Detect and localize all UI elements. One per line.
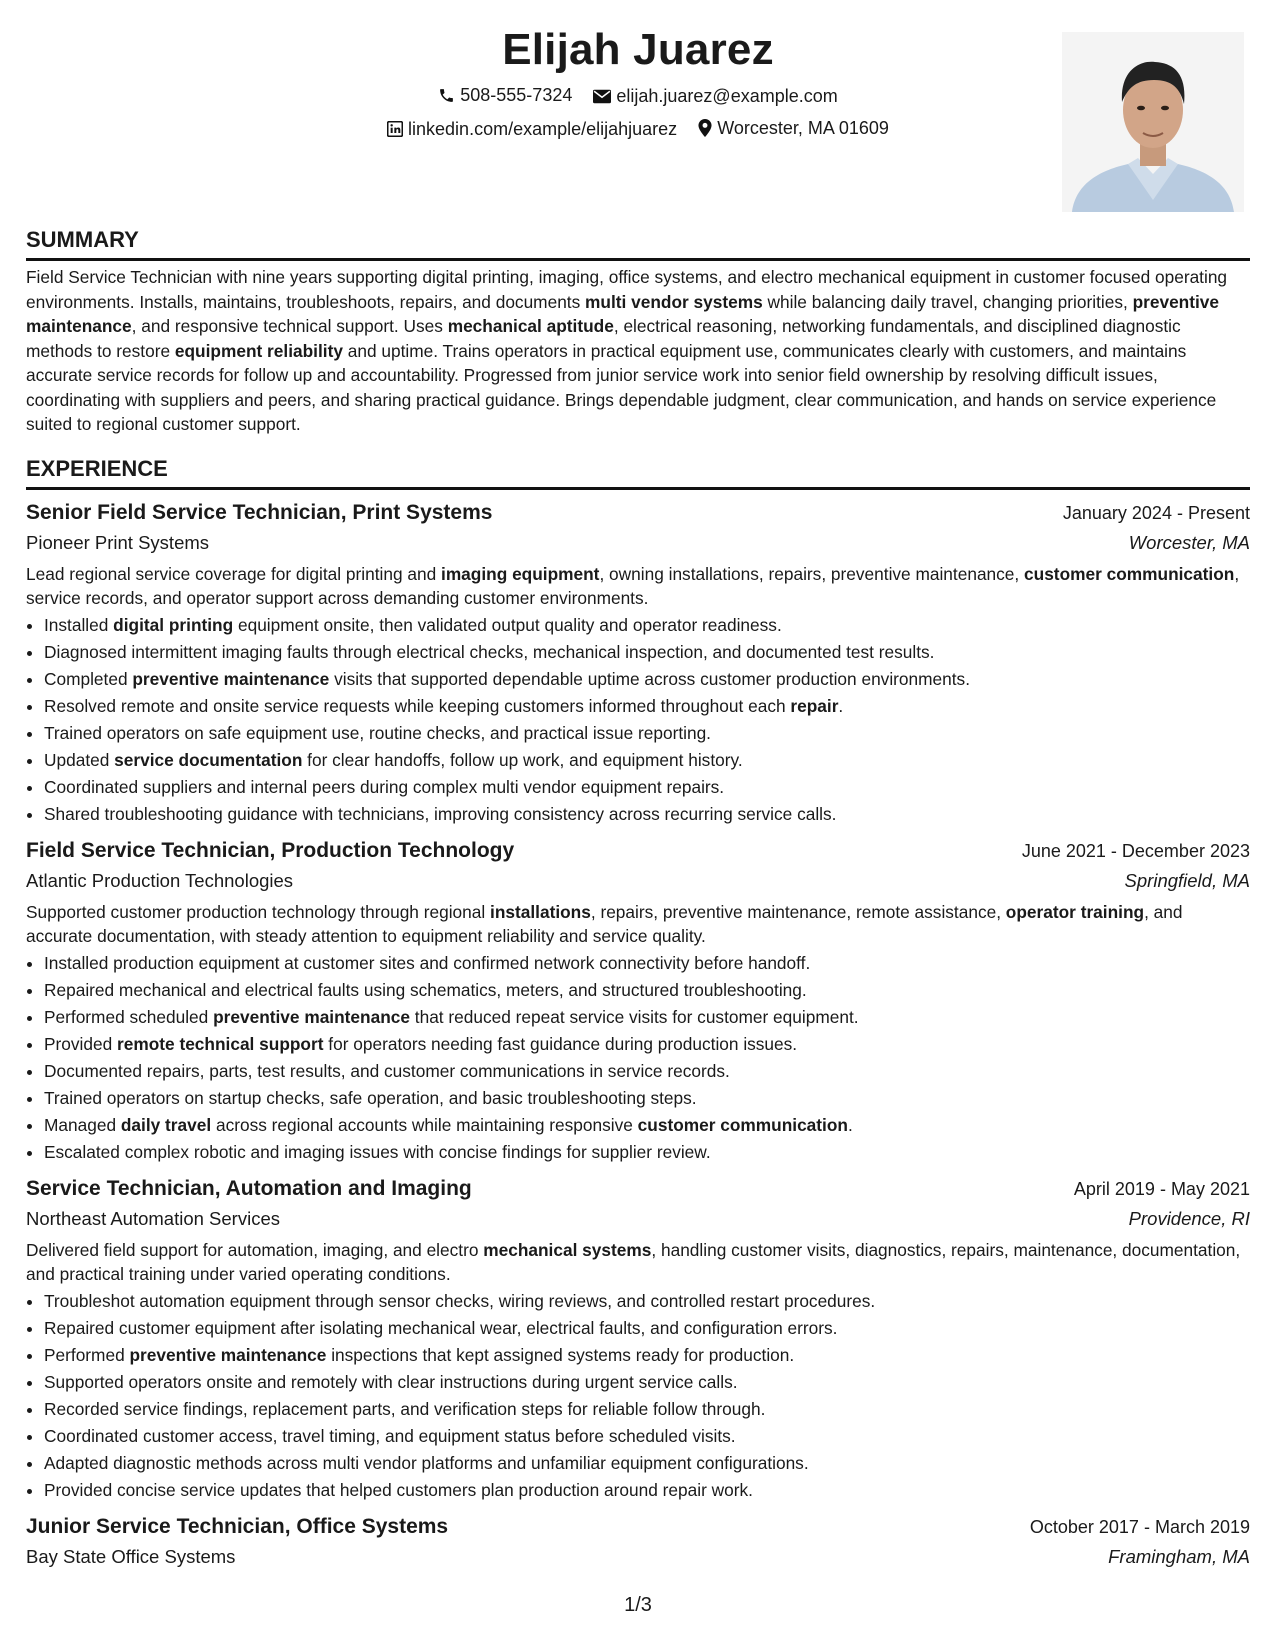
- job-bullet: [44, 774, 1250, 801]
- text-segment: Trained operators on safe equipment use, routine checks, and practical issue reporting.: [44, 723, 711, 743]
- bold-keyword: mechanical aptitude: [447, 316, 614, 336]
- job-description: [26, 562, 1250, 610]
- summary-section: [26, 226, 1250, 437]
- job-bullet: [44, 1004, 1250, 1031]
- text-segment: Installed production equipment at customer sites and confirmed network connectivity before handoff.: [44, 953, 811, 973]
- text-segment: .: [838, 696, 844, 716]
- job-title: Junior Service Technician, Office Systems: [26, 1515, 449, 1538]
- job-header-row: [26, 1174, 1250, 1204]
- job-description: [26, 900, 1250, 948]
- text-segment: .: [847, 1115, 853, 1135]
- text-segment: Supported customer production technology through regional: [26, 902, 491, 922]
- job-bullet: [44, 1423, 1250, 1450]
- job-description: [26, 1238, 1250, 1286]
- bold-keyword: preventive maintenance: [129, 1345, 327, 1365]
- text-segment: , and accurate documentation, with steady attention to equipment reliability and service quality.: [26, 902, 1183, 946]
- job-bullet-list: [26, 1288, 1250, 1504]
- text-segment: Updated: [44, 750, 115, 770]
- text-segment: Recorded service findings, replacement parts, and verification steps for reliable follow through.: [44, 1399, 766, 1419]
- job-bullet-list: [26, 950, 1250, 1166]
- job-bullet: [44, 720, 1250, 747]
- profile-photo: [1062, 32, 1244, 212]
- text-segment: Resolved remote and onsite service requests while keeping customers informed throughout each: [44, 696, 791, 716]
- job-list: [26, 498, 1250, 1572]
- job-header-row: [26, 1512, 1250, 1542]
- text-segment: Supported operators onsite and remotely with clear instructions during urgent service calls.: [44, 1372, 738, 1392]
- job-dates: June 2021 - December 2023: [1021, 841, 1250, 861]
- text-segment: Completed: [44, 669, 133, 689]
- job-dates: January 2024 - Present: [1062, 503, 1250, 523]
- job-bullet: [44, 1058, 1250, 1085]
- bold-keyword: remote technical support: [117, 1034, 324, 1054]
- text-segment: inspections that kept assigned systems ready for production.: [326, 1345, 795, 1365]
- job-entry: [26, 836, 1250, 1166]
- location-text: Worcester, MA 01609: [717, 117, 889, 138]
- text-segment: Trained operators on startup checks, safe operation, and basic troubleshooting steps.: [44, 1088, 697, 1108]
- job-bullet: [44, 1396, 1250, 1423]
- job-bullet: [44, 666, 1250, 693]
- job-bullet: [44, 977, 1250, 1004]
- bold-keyword: mechanical systems: [483, 1240, 652, 1260]
- text-segment: , service records, and operator support across demanding customer environments.: [26, 564, 1240, 608]
- text-segment: equipment onsite, then validated output quality and operator readiness.: [233, 615, 782, 635]
- text-segment: Coordinated suppliers and internal peers during complex multi vendor equipment repairs.: [44, 777, 725, 797]
- job-header-row: [26, 498, 1250, 528]
- resume-page: [26, 0, 1250, 1650]
- bold-keyword: customer communication: [637, 1115, 848, 1135]
- candidate-name: Elijah Juarez: [502, 25, 774, 74]
- job-location: Framingham, MA: [1108, 1546, 1250, 1567]
- job-bullet: [44, 1369, 1250, 1396]
- text-segment: Escalated complex robotic and imaging issues with concise findings for supplier review.: [44, 1142, 711, 1162]
- email-text[interactable]: elijah.juarez@example.com: [616, 86, 838, 106]
- job-bullet: [44, 1342, 1250, 1369]
- text-segment: Installed: [44, 615, 114, 635]
- bold-keyword: preventive maintenance: [26, 291, 1220, 336]
- text-segment: , owning installations, repairs, preventive maintenance,: [599, 564, 1025, 584]
- text-segment: Documented repairs, parts, test results, and customer communications in service records.: [44, 1061, 730, 1081]
- text-segment: Performed scheduled: [44, 1007, 214, 1027]
- job-title: Field Service Technician, Production Technology: [26, 839, 515, 862]
- job-bullet-list: [26, 612, 1250, 828]
- text-segment: Coordinated customer access, travel timing, and equipment status before scheduled visits.: [44, 1426, 736, 1446]
- experience-title: EXPERIENCE: [26, 455, 1250, 490]
- text-segment: Performed: [44, 1345, 130, 1365]
- job-company-row: [26, 866, 1250, 896]
- location-contact: [698, 115, 889, 141]
- job-company-row: [26, 1542, 1250, 1572]
- text-segment: and uptime. Trains operators in practical equipment use, communicates clearly with customers, and maintains accurate service records for follow up and accountability. Progressed from junior service work into senior field ownership by resolving difficult issues, coordinating with suppliers and peers, and sharing practical guidance. Brings dependable judgment, clear communication, and hands on service experience suited to regional customer support.: [26, 340, 1217, 434]
- text-segment: Field Service Technician with nine years supporting digital printing, imaging, office systems, and electro mechanical equipment in customer focused operating environments. Installs, maintains, troubleshoots, repairs, and documents: [26, 267, 1228, 312]
- job-company: Atlantic Production Technologies: [26, 870, 294, 891]
- text-segment: across regional accounts while maintaining responsive: [211, 1115, 638, 1135]
- text-segment: Diagnosed intermittent imaging faults through electrical checks, mechanical inspection, and documented test results.: [44, 642, 935, 662]
- bold-keyword: customer communication: [1024, 564, 1235, 584]
- text-segment: Shared troubleshooting guidance with technicians, improving consistency across recurring service calls.: [44, 804, 837, 824]
- text-segment: , and responsive technical support. Uses: [131, 316, 448, 336]
- bold-keyword: multi vendor systems: [585, 291, 763, 312]
- text-segment: that reduced repeat service visits for customer equipment.: [409, 1007, 859, 1027]
- linkedin-contact[interactable]: [387, 116, 677, 142]
- job-title: Service Technician, Automation and Imaging: [26, 1177, 472, 1200]
- text-segment: Provided: [44, 1034, 118, 1054]
- job-bullet: [44, 747, 1250, 774]
- job-location: Providence, RI: [1128, 1208, 1250, 1229]
- job-header-row: [26, 836, 1250, 866]
- job-dates: October 2017 - March 2019: [1029, 1517, 1250, 1537]
- text-segment: while balancing daily travel, changing priorities,: [762, 291, 1133, 312]
- job-bullet: [44, 1477, 1250, 1504]
- job-bullet: [44, 639, 1250, 666]
- job-bullet: [44, 801, 1250, 828]
- phone-contact: [438, 82, 572, 108]
- phone-text: 508-555-7324: [460, 85, 573, 105]
- text-segment: , electrical reasoning, networking fundamentals, and disciplined diagnostic methods to restore: [26, 316, 1181, 361]
- summary-text: [26, 265, 1250, 437]
- job-entry: [26, 498, 1250, 828]
- page-number: 1/3: [624, 1594, 652, 1616]
- linkedin-icon: [387, 121, 403, 137]
- job-title: Senior Field Service Technician, Print Systems: [26, 501, 493, 524]
- email-contact[interactable]: [593, 83, 837, 109]
- job-bullet: [44, 1450, 1250, 1477]
- text-segment: Lead regional service coverage for digital printing and: [26, 564, 442, 584]
- text-segment: , handling customer visits, diagnostics, repairs, maintenance, documentation, and practical training under varied operating conditions.: [26, 1240, 1241, 1284]
- job-company: Bay State Office Systems: [26, 1546, 236, 1567]
- job-company-row: [26, 528, 1250, 558]
- envelope-icon: [593, 89, 611, 104]
- job-bullet: [44, 1031, 1250, 1058]
- bold-keyword: repair: [790, 696, 839, 716]
- job-location: Springfield, MA: [1124, 870, 1250, 891]
- job-bullet: [44, 950, 1250, 977]
- summary-title: SUMMARY: [26, 226, 1250, 261]
- bold-keyword: preventive maintenance: [213, 1007, 410, 1027]
- text-segment: visits that supported dependable uptime across customer production environments.: [329, 669, 970, 689]
- text-segment: Managed: [44, 1115, 121, 1135]
- job-bullet: [44, 1288, 1250, 1315]
- experience-section: [26, 455, 1250, 1572]
- job-bullet: [44, 1112, 1250, 1139]
- bold-keyword: preventive maintenance: [132, 669, 330, 689]
- text-segment: Troubleshot automation equipment through sensor checks, wiring reviews, and controlled restart procedures.: [44, 1291, 876, 1311]
- job-company-row: [26, 1204, 1250, 1234]
- bold-keyword: daily travel: [120, 1115, 212, 1135]
- text-segment: Adapted diagnostic methods across multi vendor platforms and unfamiliar equipment configurations.: [44, 1453, 809, 1473]
- text-segment: Provided concise service updates that helped customers plan production around repair work.: [44, 1480, 753, 1500]
- job-bullet: [44, 1139, 1250, 1166]
- text-segment: for clear handoffs, follow up work, and equipment history.: [302, 750, 743, 770]
- text-segment: Repaired mechanical and electrical faults using schematics, meters, and structured troubleshooting.: [44, 980, 807, 1000]
- job-company: Pioneer Print Systems: [26, 532, 210, 553]
- text-segment: Delivered field support for automation, imaging, and electro: [26, 1240, 484, 1260]
- text-segment: Repaired customer equipment after isolating mechanical wear, electrical faults, and configuration errors.: [44, 1318, 838, 1338]
- bold-keyword: service documentation: [114, 750, 303, 770]
- job-bullet: [44, 1085, 1250, 1112]
- job-bullet: [44, 1315, 1250, 1342]
- job-bullet: [44, 612, 1250, 639]
- phone-icon: [438, 87, 455, 104]
- job-bullet: [44, 693, 1250, 720]
- bold-keyword: equipment reliability: [174, 340, 343, 361]
- bold-keyword: imaging equipment: [441, 564, 600, 584]
- linkedin-text[interactable]: linkedin.com/example/elijahjuarez: [408, 118, 678, 139]
- text-segment: for operators needing fast guidance during production issues.: [323, 1034, 798, 1054]
- job-company: Northeast Automation Services: [26, 1208, 280, 1229]
- bold-keyword: installations: [490, 902, 591, 922]
- job-location: Worcester, MA: [1128, 532, 1250, 553]
- bold-keyword: digital printing: [113, 615, 234, 635]
- bold-keyword: operator training: [1005, 902, 1145, 922]
- job-entry: [26, 1174, 1250, 1504]
- map-pin-icon: [698, 119, 712, 137]
- job-dates: April 2019 - May 2021: [1073, 1179, 1250, 1199]
- job-entry: [26, 1512, 1250, 1572]
- text-segment: , repairs, preventive maintenance, remote assistance,: [590, 902, 1006, 922]
